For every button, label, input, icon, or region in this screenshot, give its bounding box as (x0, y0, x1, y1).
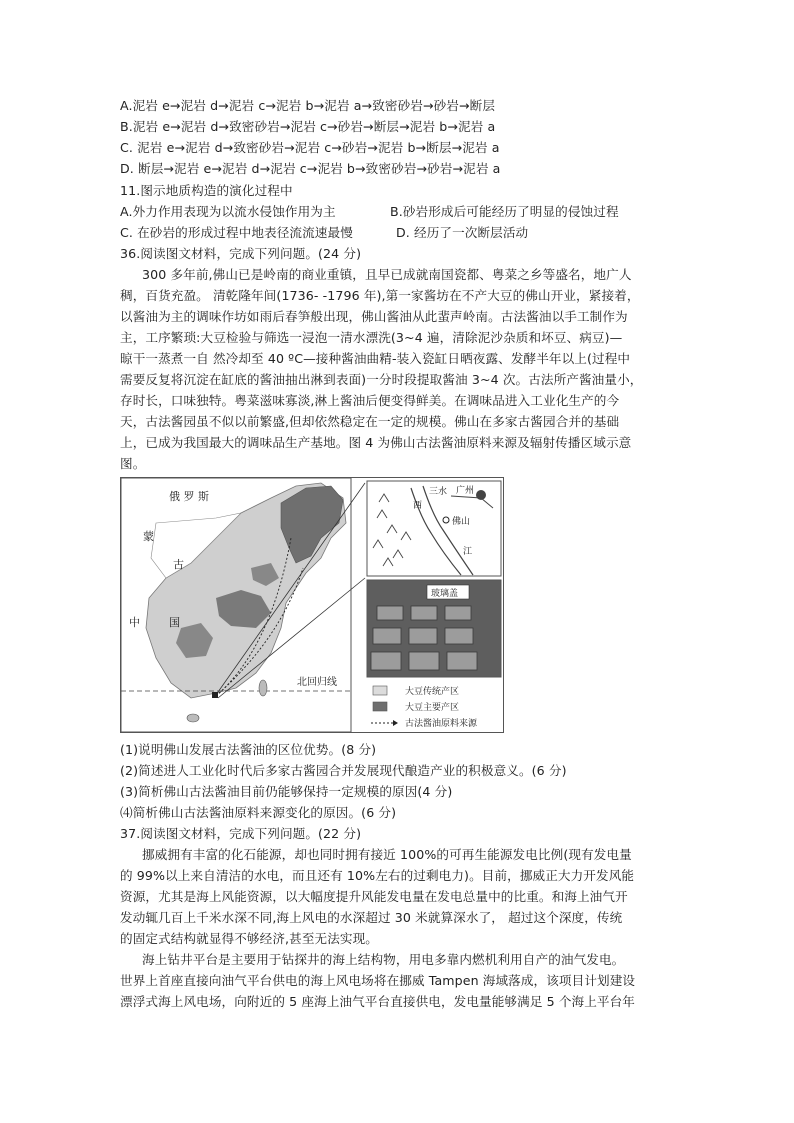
q11-option-b: B.砂岩形成后可能经历了明显的侵蚀过程 (390, 204, 619, 219)
mongolia-label-2: 古 (173, 558, 184, 571)
q37-para-line: 的固定式结构就显得不够经济,甚至无法实现。 (120, 931, 378, 946)
tropic-label: 北回归线 (297, 677, 337, 688)
q36-para-line: 需要反复将沉淀在缸底的酱油抽出淋到表面)一分时段提取酱油 3~4 次。古法所产酱油量小， (120, 372, 643, 387)
q10-option-c: C. 泥岩 e→泥岩 d→致密砂岩→泥岩 c→砂岩→泥岩 b→断层→泥岩 a (120, 140, 500, 155)
jar-lids (371, 606, 477, 670)
q37-para-line: 世界上首座直接向油气平台供电的海上风电场将在挪威 Tampen 海域落成，该项目计划建设 (120, 973, 636, 988)
guangzhou-marker (476, 490, 486, 500)
q10-option-b: B.泥岩 e→泥岩 d→致密砂岩→泥岩 c→砂岩→断层→泥岩 b→泥岩 a (120, 119, 496, 134)
legend (371, 685, 478, 729)
q36-question-3: (3)简析佛山古法酱油目前仍能够保持一定规模的原因(4 分) (120, 784, 453, 799)
glass-lid-label: 玻璃盖 (431, 589, 459, 599)
q11-option-a: A.外力作用表现为以流水侵蚀作用为主 (120, 204, 336, 219)
q36-para-line: 图。 (120, 456, 146, 471)
figure-4-map (120, 477, 504, 733)
hainan-island (187, 714, 199, 722)
q37-para-line: 资源，尤其是海上风能资源，以大幅度提升风能发电量在发电总量中的比重。和海上油气开 (120, 889, 628, 904)
q36-para-line: 上，已成为我国最大的调味品生产基地。图 4 为佛山古法酱油原料来源及辐射传播区域示意 (120, 435, 632, 450)
legend-swatch-main (373, 702, 387, 711)
q36-question-4: ⑷简析佛山古法酱油原料来源变化的原因。(6 分) (120, 805, 397, 820)
foshan-label: 佛山 (452, 517, 471, 527)
q37-para-line: 漂浮式海上风电场，向附近的 5 座海上油气平台直接供电，发电量能够满足 5 个海上平台年 (120, 994, 635, 1009)
taiwan-island (259, 680, 267, 696)
foshan-marker (212, 692, 218, 698)
q36-para-line: 300 多年前,佛山已是岭南的商业重镇，且早已成就南国瓷都、粤菜之乡等盛名，地广人 (142, 267, 632, 282)
legend-arrow (393, 720, 398, 726)
mongolia-label: 蒙 (143, 530, 154, 543)
legend-label-main: 大豆主要产区 (405, 703, 460, 713)
china-label-2: 国 (169, 616, 180, 629)
river-label-1: 西 (413, 501, 423, 511)
q36-para-line: 存时长，口味独特。粤菜滋味寡淡,淋上酱油后便变得鲜美。在调味品进入工业化生产的今 (120, 393, 620, 408)
legend-swatch-traditional (373, 686, 387, 695)
figure-4-svg (121, 478, 503, 732)
q37-stem: 37.阅读图文材料，完成下列问题。(22 分) (120, 826, 362, 841)
q37-para-line: 发动辄几百上千米水深不同,海上风电的水深超过 30 米就算深水了， 超过这个深度，传统 (120, 910, 623, 925)
q36-question-1: (1)说明佛山发展古法酱油的区位优势。(8 分) (120, 742, 377, 757)
sanshui-label: 三水 (429, 487, 448, 497)
q10-option-d: D. 断层→泥岩 e→泥岩 d→泥岩 c→泥岩 b→致密砂岩→砂岩→泥岩 a (120, 161, 501, 176)
q36-question-2: (2)简述进人工业化时代后多家古酱园合并发展现代酿造产业的积极意义。(6 分) (120, 763, 567, 778)
river-label-2: 江 (463, 547, 473, 557)
q37-para-line: 海上钻井平台是主要用于钻探井的海上结构物，用电多靠内燃机利用自产的油气发电。 (142, 952, 625, 967)
q37-para-line: 的 99%以上来自清洁的水电，而且还有 10%左右的过剩电力)。目前，挪威正大力开发风能 (120, 868, 635, 883)
legend-label-source: 古法酱油原料来源 (405, 719, 478, 729)
china-label: 中 (129, 616, 140, 629)
q37-para-line: 挪威拥有丰富的化石能源，却也同时拥有接近 100%的可再生能源发电比例(现有发电量 (142, 847, 632, 862)
q36-para-line: 稠，百货充盈。 清乾隆年间(1736- -1796 年),第一家酱坊在不产大豆的佛山开业，紧接着， (120, 288, 640, 303)
q36-stem: 36.阅读图文材料，完成下列问题。(24 分) (120, 246, 362, 261)
q36-para-line: 天，古法酱园虽不似以前繁盛,但却依然稳定在一定的规模。佛山在多家古酱园合并的基础 (120, 414, 620, 429)
q11-option-c: C. 在砂岩的形成过程中地表径流流速最慢 (120, 225, 353, 240)
q11-option-d: D. 经历了一次断层活动 (396, 225, 529, 240)
q36-para-line: 以酱油为主的调味作坊如雨后春笋般出现，佛山酱油从此蜚声岭南。古法酱油以手工制作为 (120, 309, 628, 324)
q36-para-line: 晾干一蒸煮一自 然冷却至 40 ºC—接种酱油曲精-装入瓷缸日晒夜露、发酵半年以上(过程中 (120, 351, 631, 366)
guangzhou-label: 广州 (456, 486, 475, 496)
q36-para-line: 主，工序繁琐:大豆检验与筛选一浸泡一清水漂洗(3~4 遍，清除泥沙杂质和坏豆、病豆)— (120, 330, 623, 345)
legend-label-traditional: 大豆传统产区 (405, 687, 460, 697)
russia-label: 俄 罗 斯 (169, 490, 209, 503)
q11-stem: 11.图示地质构造的演化过程中 (120, 183, 293, 198)
q10-option-a: A.泥岩 e→泥岩 d→泥岩 c→泥岩 b→泥岩 a→致密砂岩→砂岩→断层 (120, 98, 496, 113)
